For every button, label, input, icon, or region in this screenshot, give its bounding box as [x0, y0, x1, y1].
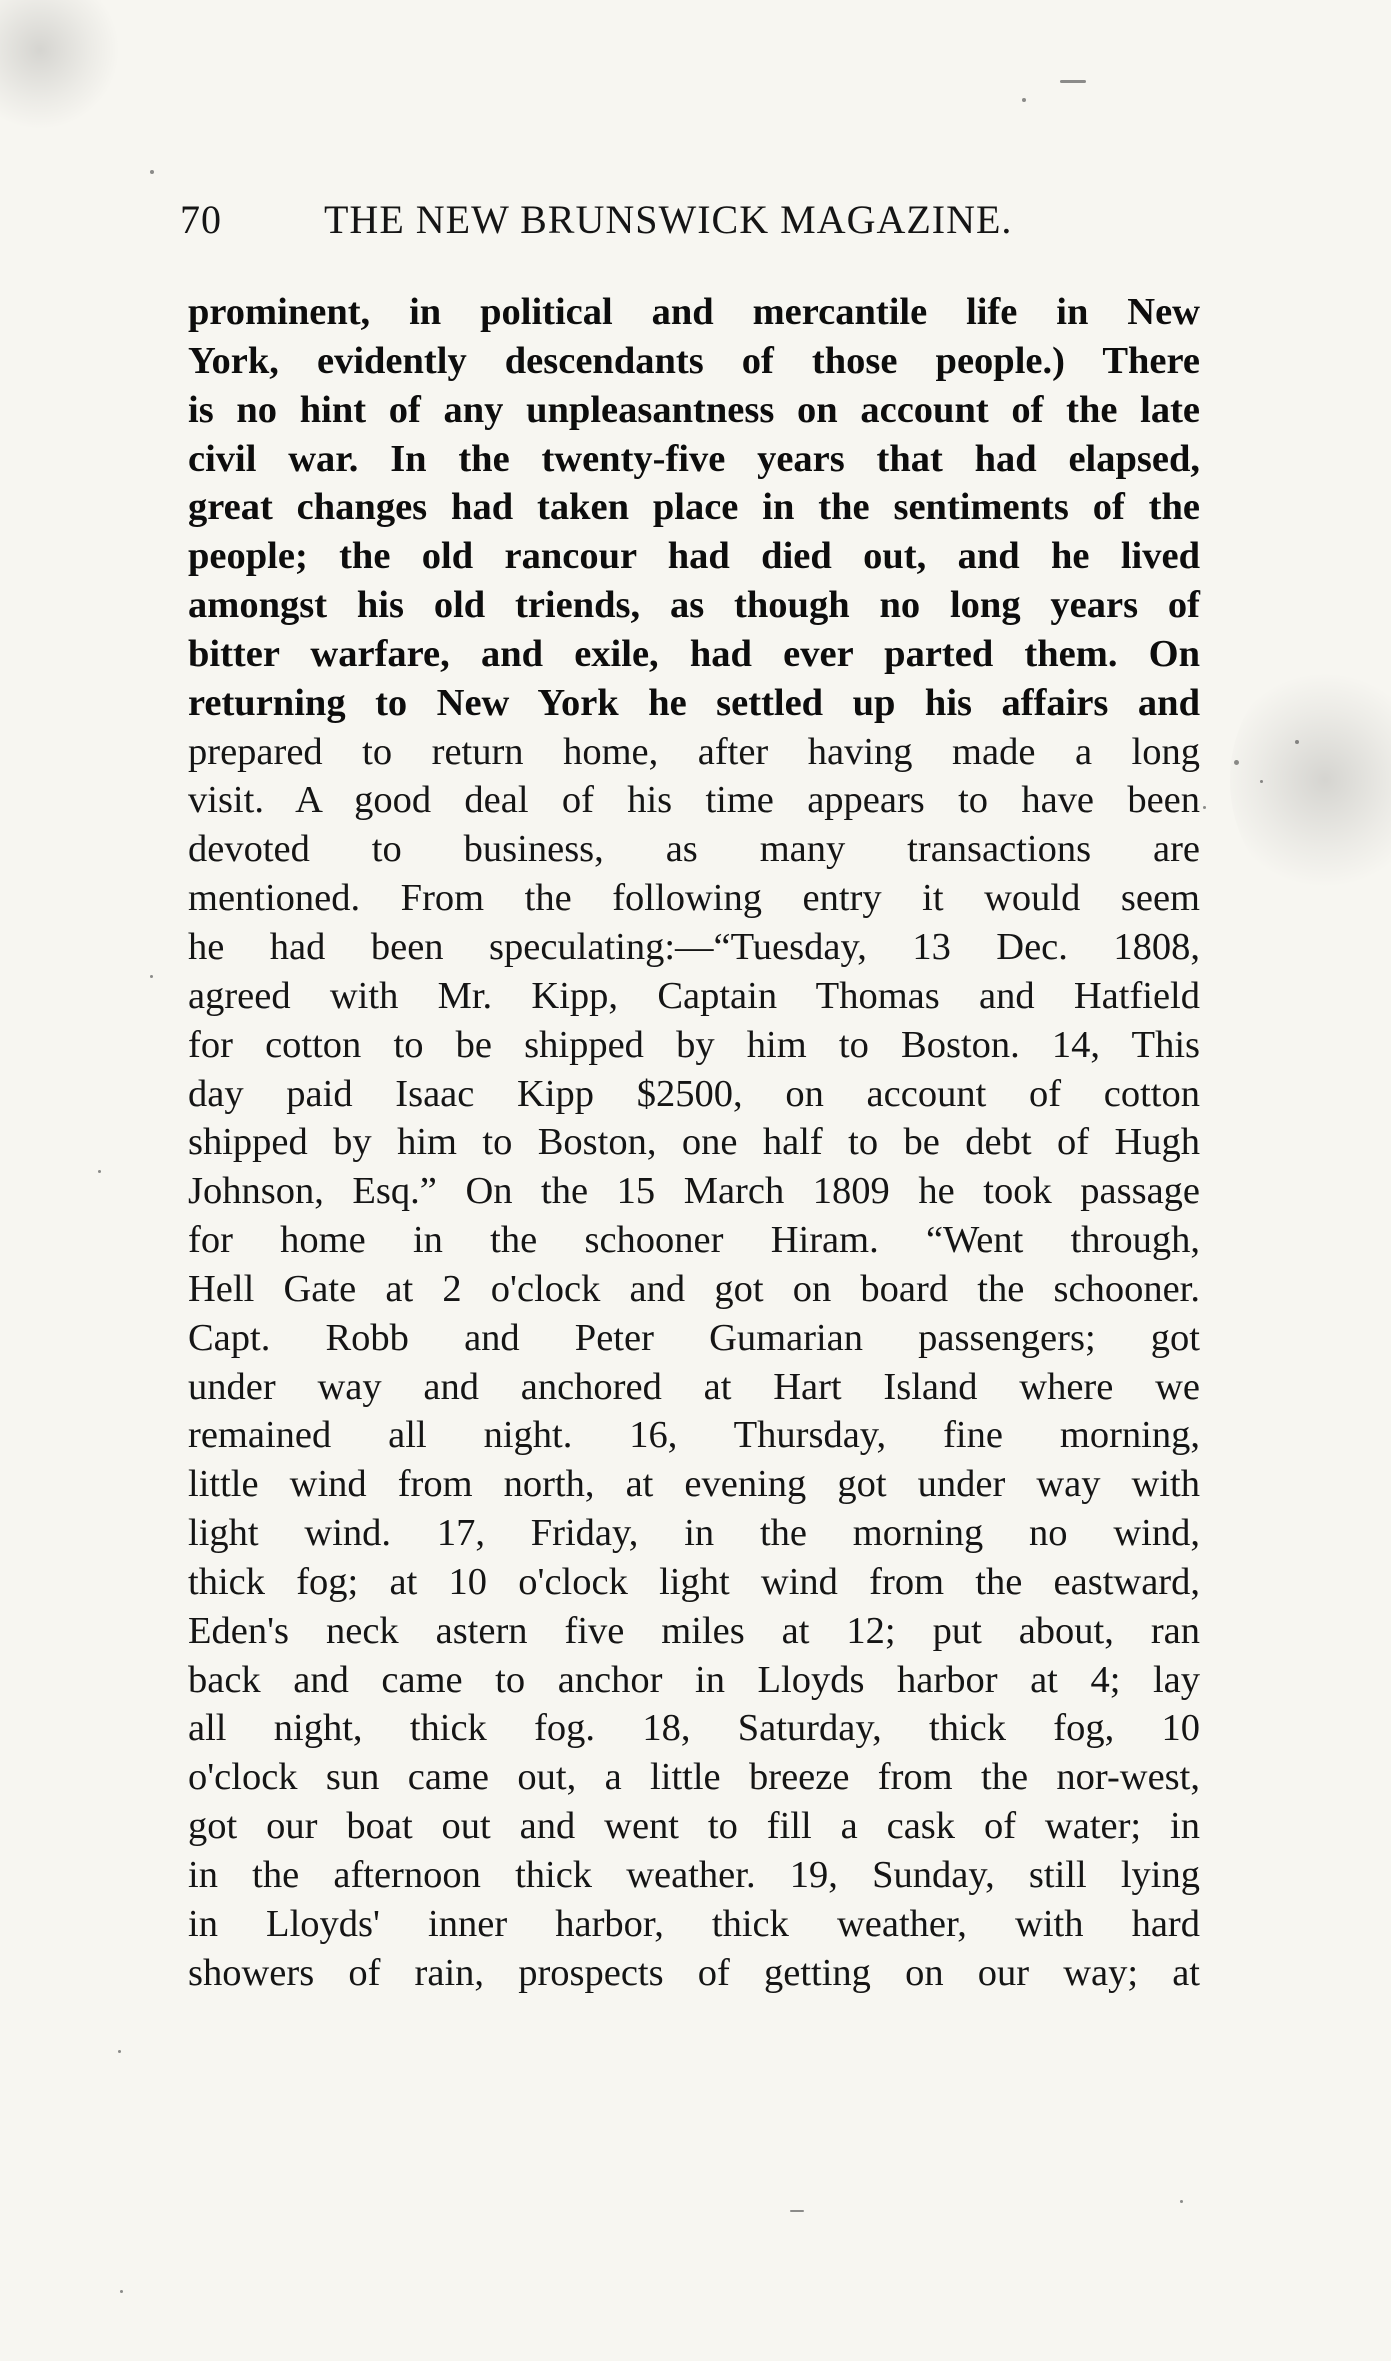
text-line: for home in the schooner Hiram. “Went through,	[188, 1219, 1200, 1262]
text-line: in the afternoon thick weather. 19, Sunday, still lying	[188, 1854, 1200, 1896]
text-line: amongst his old triends, as though no long years of	[188, 584, 1200, 627]
text-line: o'clock sun came out, a little breeze from the nor-west,	[188, 1756, 1200, 1799]
text-line: York, evidently descendants of those people.) There	[188, 339, 1200, 382]
scan-speck	[1060, 80, 1086, 83]
text-line: day paid Isaac Kipp $2500, on account of cotton	[188, 1072, 1200, 1115]
text-line: shipped by him to Boston, one half to be debt of Hugh	[188, 1121, 1200, 1164]
scan-speck	[1180, 2200, 1183, 2203]
text-line: Hell Gate at 2 o'clock and got on board the schooner.	[188, 1267, 1200, 1310]
scan-speck	[1203, 806, 1206, 809]
scan-speck	[98, 1170, 101, 1173]
text-line: Eden's neck astern five miles at 12; put about, ran	[188, 1609, 1200, 1652]
scan-speck	[1260, 780, 1263, 783]
running-title: THE NEW BRUNSWICK MAGAZINE.	[324, 197, 1013, 242]
page-number: 70	[180, 197, 222, 242]
text-line: mentioned. From the following entry it would seem	[188, 877, 1200, 920]
text-line: got our boat out and went to fill a cask of water; in	[188, 1805, 1200, 1848]
text-line: thick fog; at 10 o'clock light wind from the eastward,	[188, 1560, 1200, 1603]
scan-speck	[1022, 98, 1026, 102]
text-line: back and came to anchor in Lloyds harbor at 4; lay	[188, 1658, 1200, 1701]
text-line: great changes had taken place in the sentiments of the	[188, 486, 1200, 529]
text-line: civil war. In the twenty-five years that had elapsed,	[188, 437, 1200, 480]
scan-speck	[790, 2210, 804, 2212]
text-line: for cotton to be shipped by him to Boston. 14, This	[188, 1023, 1200, 1066]
text-line: light wind. 17, Friday, in the morning no wind,	[188, 1512, 1200, 1555]
scan-speck	[118, 2050, 121, 2053]
text-line: agreed with Mr. Kipp, Captain Thomas and Hatfield	[188, 974, 1200, 1017]
scan-speck	[150, 170, 154, 174]
text-line: devoted to business, as many transactions are	[188, 828, 1200, 871]
text-line: he had been speculating:—“Tuesday, 13 Dec. 1808,	[188, 925, 1200, 968]
page-header	[180, 196, 1180, 256]
text-line: little wind from north, at evening got under way with	[188, 1463, 1200, 1506]
text-line: all night, thick fog. 18, Saturday, thick fog, 10	[188, 1707, 1200, 1750]
scan-noise-top-left	[0, 0, 120, 130]
body-text	[188, 288, 1200, 1998]
text-line: visit. A good deal of his time appears to have been	[188, 779, 1200, 822]
scan-speck	[150, 975, 153, 978]
text-line: bitter warfare, and exile, had ever parted them. On	[188, 632, 1200, 675]
scan-speck	[120, 2290, 123, 2293]
scan-noise-right-margin	[1230, 660, 1391, 900]
scan-speck	[1234, 760, 1239, 765]
text-line: under way and anchored at Hart Island where we	[188, 1365, 1200, 1408]
scan-speck	[1295, 740, 1299, 744]
text-line: Johnson, Esq.” On the 15 March 1809 he took passage	[188, 1170, 1200, 1213]
text-line: prepared to return home, after having made a long	[188, 730, 1200, 773]
text-line: people; the old rancour had died out, and he lived	[188, 535, 1200, 578]
text-line: returning to New York he settled up his affairs and	[188, 681, 1200, 724]
text-line: remained all night. 16, Thursday, fine morning,	[188, 1414, 1200, 1457]
text-line: is no hint of any unpleasantness on account of the late	[188, 388, 1200, 431]
text-line: prominent, in political and mercantile life in New	[188, 291, 1200, 333]
text-line: Capt. Robb and Peter Gumarian passengers; got	[188, 1316, 1200, 1359]
text-line: showers of rain, prospects of getting on our way; at	[188, 1951, 1200, 1994]
text-line: in Lloyds' inner harbor, thick weather, with hard	[188, 1902, 1200, 1945]
